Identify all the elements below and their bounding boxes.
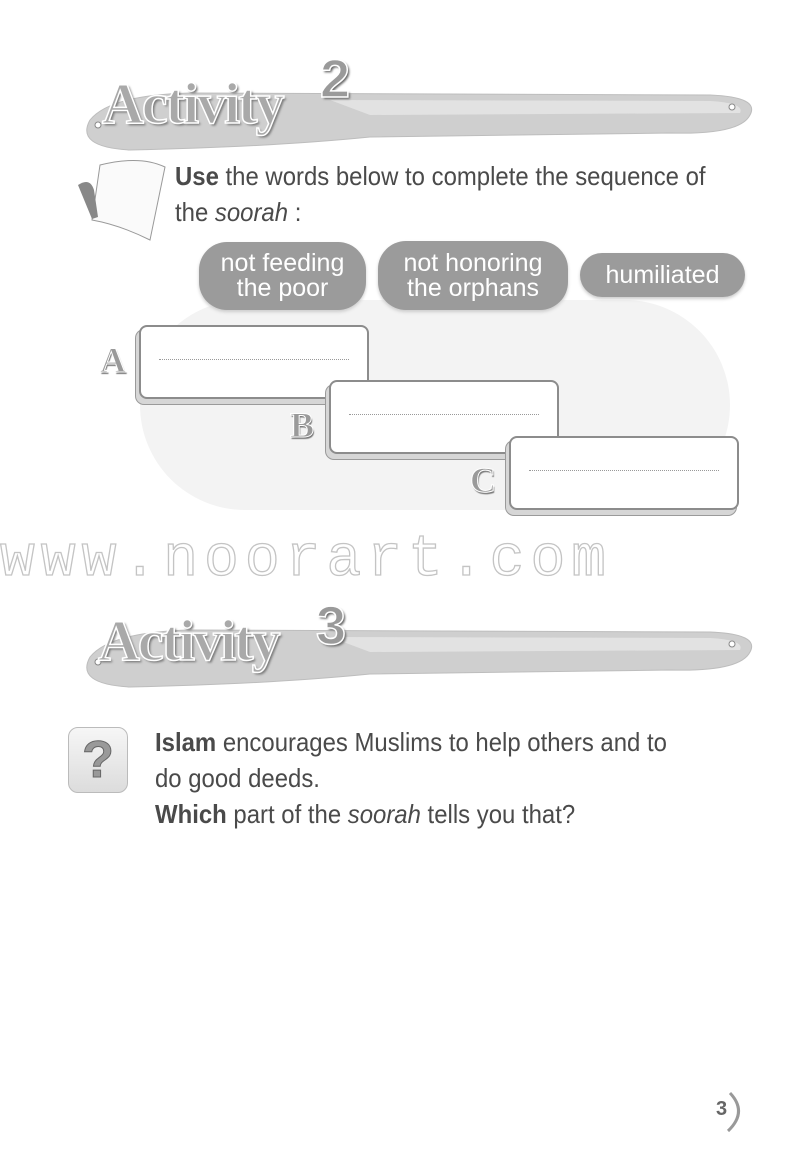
activity-title: Activity [98,608,279,673]
question-bold: Islam [155,727,217,757]
word-chip-humiliated[interactable] [580,253,745,297]
activity-2-banner [70,49,760,165]
page-number-bracket [722,1090,748,1134]
instruction-text: the words below to complete the sequence of [218,161,706,191]
activity-3-question-line2: do good deeds. [155,763,320,793]
instruction-text: the [175,197,215,227]
pencil-paper-icon [70,155,170,245]
activity-3-question-line3 [155,796,575,832]
soorah-italic: soorah [214,197,289,227]
activity-3-question-line1 [155,724,667,760]
label-c: C [470,460,496,500]
watermark: www.noorart.com [0,528,613,593]
activity-2-instruction [175,158,706,194]
dotted-line [159,359,349,360]
chip-line: not feeding [220,249,345,277]
question-bold: Which [155,799,227,829]
question-text: encourages Muslims to help others and to [216,727,667,757]
chip-line: humiliated [605,260,720,289]
page-number: 3 [716,1098,728,1120]
word-chip-not-feeding-the-poor[interactable] [199,242,366,310]
instruction-text: : [288,197,302,227]
dotted-line [529,470,719,471]
soorah-italic: soorah [347,799,421,829]
label-b: B [290,405,315,445]
question-text: tells you that? [420,799,576,829]
activity-3-banner [70,592,760,702]
question-text: part of the [226,799,348,829]
word-chip-not-honoring-the-orphans[interactable] [378,241,568,310]
activity-2-instruction-line2 [175,194,301,230]
activity-number: 2 [320,49,351,109]
chip-line: the poor [236,274,329,302]
chip-line: the orphans [406,273,540,302]
answer-box-c[interactable] [509,436,739,510]
label-a: A [100,340,126,380]
activity-title: Activity [102,71,283,136]
chip-line: not honoring [403,248,543,277]
instruction-bold: Use [175,161,219,191]
activity-number: 3 [316,596,347,656]
dotted-line [349,414,539,415]
question-mark-icon: ? [68,727,128,793]
